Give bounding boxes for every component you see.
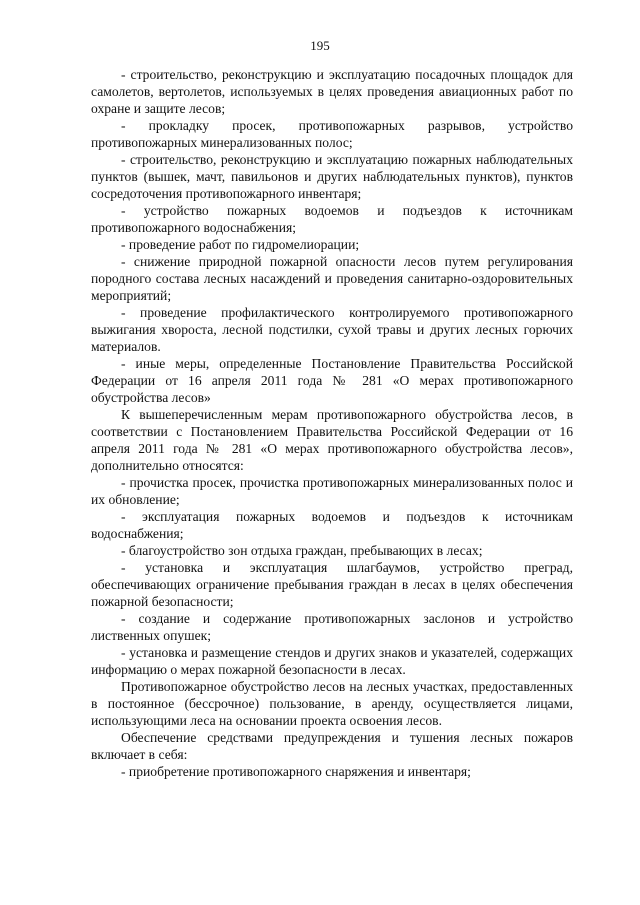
paragraph: - приобретение противопожарного снаряжения и инвентаря; xyxy=(121,764,471,779)
paragraph: - строительство, реконструкцию и эксплуатацию посадочных площадок для самолетов, вертолетов, используемых в целях проведения авиационных работ по охране и защите лесов; xyxy=(91,67,573,116)
paragraph: - установка и эксплуатация шлагбаумов, устройство преград, обеспечивающих ограничение пребывания граждан в лесах в целях обеспечения пожарной безопасности; xyxy=(91,560,573,609)
paragraph: - благоустройство зон отдыха граждан, пребывающих в лесах; xyxy=(121,543,483,558)
paragraph: - иные меры, определенные Постановление Правительства Российской Федерации от 16 апреля 2011 года № 281 «О мерах противопожарного обустройства лесов» xyxy=(91,356,573,405)
paragraph: К вышеперечисленным мерам противопожарного обустройства лесов, в соответствии с Постановлением Правительства Российской Федерации от 16 апреля 2011 года № 281 «О мерах противопожарного обустройства лесов», дополнительно относятся: xyxy=(91,407,573,473)
paragraph: - проведение работ по гидромелиорации; xyxy=(121,237,360,252)
paragraph: Обеспечение средствами предупреждения и тушения лесных пожаров включает в себя: xyxy=(91,730,573,762)
paragraph: Противопожарное обустройство лесов на лесных участках, предоставленных в постоянное (бессрочное) пользование, в аренду, осуществляется лицами, использующими леса на основании проекта освоения лесов. xyxy=(91,679,573,728)
page-number: 195 xyxy=(310,38,330,53)
paragraph: - строительство, реконструкцию и эксплуатацию пожарных наблюдательных пунктов (вышек, мачт, павильонов и других наблюдательных пунктов), пунктов сосредоточения противопожарного инвентаря; xyxy=(91,152,573,201)
paragraph: - прокладку просек, противопожарных разрывов, устройство противопожарных минерализованных полос; xyxy=(91,118,573,150)
paragraph: - создание и содержание противопожарных заслонов и устройство лиственных опушек; xyxy=(91,611,573,643)
paragraph: - снижение природной пожарной опасности лесов путем регулирования породного состава лесных насаждений и проведения санитарно-оздоровительных мероприятий; xyxy=(91,254,573,303)
paragraph: - эксплуатация пожарных водоемов и подъездов к источникам водоснабжения; xyxy=(91,509,573,541)
document-body xyxy=(91,66,573,780)
paragraph: - устройство пожарных водоемов и подъездов к источникам противопожарного водоснабжения; xyxy=(91,203,573,235)
paragraph: - установка и размещение стендов и других знаков и указателей, содержащих информацию о мерах пожарной безопасности в лесах. xyxy=(91,645,573,677)
paragraph: - прочистка просек, прочистка противопожарных минерализованных полос и их обновление; xyxy=(91,475,573,507)
paragraph: - проведение профилактического контролируемого противопожарного выжигания хвороста, лесной подстилки, сухой травы и других лесных горючих материалов. xyxy=(91,305,573,354)
